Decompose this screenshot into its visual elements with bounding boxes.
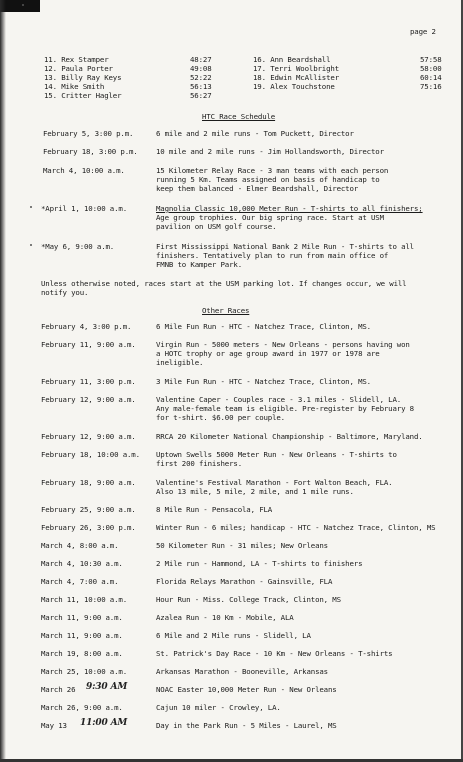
race-date: February 26, 3:00 p.m. (41, 523, 136, 532)
note-text: notify you. (41, 288, 89, 297)
schedule-text: 10 mile and 2 mile runs - Jim Hollandsworth, Director (156, 147, 384, 156)
result-time: 75:16 (420, 82, 442, 91)
race-text: Winter Run - 6 miles; handicap - HTC - Natchez Trace, Clinton, MS (156, 523, 436, 532)
race-text: ineligible. (156, 358, 204, 367)
scan-speck (30, 244, 32, 246)
section-heading: HTC Race Schedule (202, 112, 276, 121)
race-text: a HOTC trophy or age group award in 1977 or 1978 are (156, 349, 380, 358)
race-date: March 4, 8:00 a.m. (41, 541, 119, 550)
race-date: March 11, 9:00 a.m. (41, 613, 123, 622)
section-heading: Other Races (202, 306, 250, 315)
schedule-text: First Mississippi National Bank 2 Mile Run - T-shirts to all (156, 242, 414, 251)
race-date: February 11, 9:00 a.m. (41, 340, 136, 349)
race-text: Hour Run - Miss. College Track, Clinton, MS (156, 595, 341, 604)
race-text: Cajun 10 miler - Crowley, LA. (156, 703, 281, 712)
race-date: March 25, 10:00 a.m. (41, 667, 127, 676)
race-date: March 19, 8:00 a.m. (41, 649, 123, 658)
scan-speck (30, 206, 32, 208)
race-text: Arkansas Marathon - Booneville, Arkansas (156, 667, 328, 676)
result-time: 60:14 (420, 73, 442, 82)
result-time: 48:27 (190, 55, 212, 64)
race-text: NOAC Easter 10,000 Meter Run - New Orleans (156, 685, 337, 694)
race-date: February 11, 3:00 p.m. (41, 377, 136, 386)
handwritten-time: 11:00 AM (80, 718, 128, 728)
result-time: 52:22 (190, 73, 212, 82)
note-text: Unless otherwise noted, races start at the USM parking lot. If changes occur, we will (41, 279, 407, 288)
schedule-date: *May 6, 9:00 a.m. (41, 242, 115, 251)
race-text: Valentine Caper - Couples race - 3.1 miles - Slidell, LA. (156, 395, 402, 404)
schedule-text: 6 mile and 2 mile runs - Tom Puckett, Director (156, 129, 354, 138)
schedule-text: pavilion on USM golf course. (156, 222, 277, 231)
race-date: May 13 (41, 721, 67, 730)
result-name: 16. Ann Beardshall (253, 55, 331, 64)
result-name: 13. Billy Ray Keys (44, 73, 122, 82)
race-date: February 12, 9:00 a.m. (41, 432, 136, 441)
race-text: first 200 finishers. (156, 459, 242, 468)
race-text: Valentine's Festival Marathon - Fort Walton Beach, FLA. (156, 478, 393, 487)
result-name: 15. Critter Hagler (44, 91, 122, 100)
race-text: Uptown Swells 5000 Meter Run - New Orleans - T-shirts to (156, 450, 397, 459)
schedule-text: Age group trophies. Our big spring race. Start at USM (156, 213, 384, 222)
race-text: Any male-female team is eligible. Pre-register by February 8 (156, 404, 414, 413)
result-time: 58:00 (420, 64, 442, 73)
race-text: Also 13 mile, 5 mile, 2 mile, and 1 mile runs. (156, 487, 354, 496)
race-date: February 18, 9:00 a.m. (41, 478, 136, 487)
race-text: Azalea Run - 10 Km - Mobile, ALA (156, 613, 294, 622)
schedule-text: FMNB to Kamper Park. (156, 260, 242, 269)
schedule-text: running 5 Km. Teams assigned on basis of handicap to (156, 175, 380, 184)
race-date: February 12, 9:00 a.m. (41, 395, 136, 404)
race-text: for t-shirt. $6.00 per couple. (156, 413, 285, 422)
schedule-text (156, 204, 442, 213)
race-date: February 4, 3:00 p.m. (41, 322, 132, 331)
race-date: March 11, 10:00 a.m. (41, 595, 127, 604)
race-text: 6 Mile Fun Run - HTC - Natchez Trace, Clinton, MS. (156, 322, 371, 331)
result-name: 18. Edwin McAllister (253, 73, 339, 82)
schedule-text: keep them balanced - Elmer Beardshall, Director (156, 184, 359, 193)
race-title: Magnolia Classic 10,000 Meter Run - T-shirts to all finishers; (156, 204, 423, 213)
result-time: 56:13 (190, 82, 212, 91)
result-time: 56:27 (190, 91, 212, 100)
race-text: 3 Mile Fun Run - HTC - Natchez Trace, Clinton, MS. (156, 377, 371, 386)
race-date: March 11, 9:00 a.m. (41, 631, 123, 640)
race-text: Florida Relays Marathon - Gainsville, FLA (156, 577, 333, 586)
race-date: March 26, 9:00 a.m. (41, 703, 123, 712)
race-date: March 4, 10:30 a.m. (41, 559, 123, 568)
race-text: 2 Mile run - Hammond, LA - T-shirts to finishers (156, 559, 363, 568)
schedule-date: February 5, 3:00 p.m. (43, 129, 134, 138)
result-name: 11. Rex Stamper (44, 55, 109, 64)
race-date: February 25, 9:00 a.m. (41, 505, 136, 514)
race-text: 50 Kilometer Run - 31 miles; New Orleans (156, 541, 328, 550)
result-time: 57:58 (420, 55, 442, 64)
schedule-date: *April 1, 10:00 a.m. (41, 204, 127, 213)
scan-shadow (0, 0, 6, 762)
result-name: 17. Terri Woolbright (253, 64, 339, 73)
race-text: Virgin Run - 5000 meters - New Orleans - persons having won (156, 340, 410, 349)
race-text: St. Patrick's Day Race - 10 Km - New Orleans - T-shirts (156, 649, 393, 658)
schedule-text: finishers. Tentatively plan to run from main office of (156, 251, 389, 260)
result-name: 14. Mike Smith (44, 82, 105, 91)
result-time: 49:08 (190, 64, 212, 73)
schedule-text: 15 Kilometer Relay Race - 3 man teams with each person (156, 166, 389, 175)
race-text: Day in the Park Run - 5 Miles - Laurel, MS (156, 721, 337, 730)
race-date: March 4, 7:00 a.m. (41, 577, 119, 586)
scan-speck (22, 4, 24, 6)
race-text: 6 Mile and 2 Mile runs - Slidell, LA (156, 631, 311, 640)
race-date: February 18, 10:00 a.m. (41, 450, 140, 459)
schedule-date: February 18, 3:00 p.m. (43, 147, 138, 156)
result-name: 19. Alex Touchstone (253, 82, 335, 91)
schedule-date: March 4, 10:00 a.m. (43, 166, 125, 175)
result-name: 12. Paula Porter (44, 64, 113, 73)
scan-shadow (0, 0, 40, 12)
page-number: page 2 (410, 27, 436, 36)
race-text: 8 Mile Run - Pensacola, FLA (156, 505, 273, 514)
race-date: March 26 (41, 685, 76, 694)
handwritten-time: 9:30 AM (86, 682, 128, 692)
race-text: RRCA 20 Kilometer National Championship - Baltimore, Maryland. (156, 432, 423, 441)
